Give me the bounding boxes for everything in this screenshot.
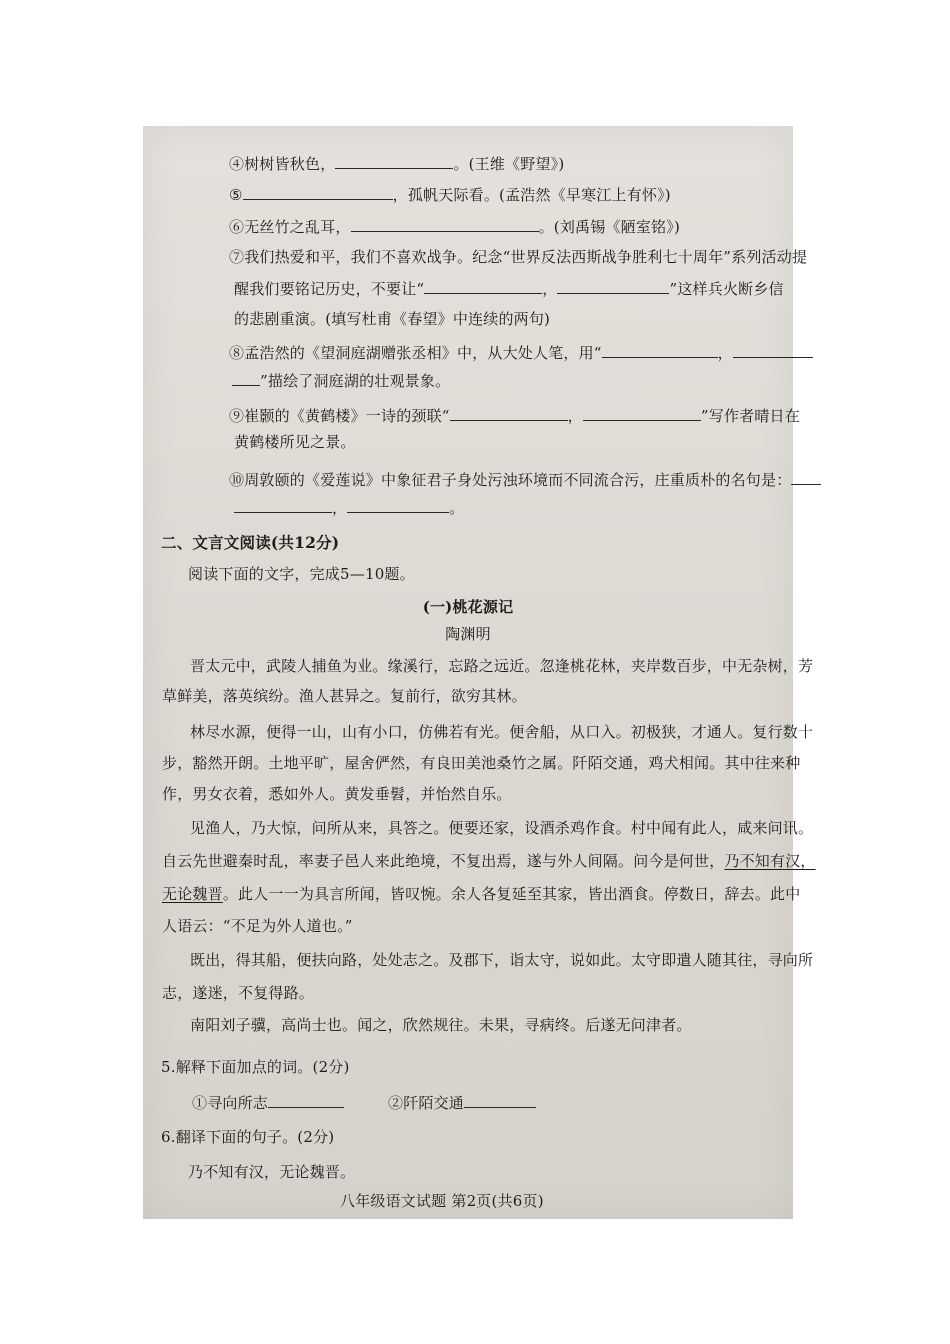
question-5-label: 5.解释下面加点的词。(2分) xyxy=(161,1058,350,1076)
underlined-sentence: 乃不知有汉， xyxy=(724,852,816,870)
poem-item-9-line2: 黄鹤楼所见之景。 xyxy=(234,433,356,451)
page-footer: 八年级语文试题 第2页(共6页) xyxy=(340,1192,544,1210)
answer-blank[interactable] xyxy=(791,469,821,485)
question-5-item-1: ①寻向所志 xyxy=(192,1092,344,1113)
answer-blank[interactable] xyxy=(464,1092,536,1108)
passage-line: 步，豁然开朗。土地平旷，屋舍俨然，有良田美池桑竹之属。阡陌交通，鸡犬相闻。其中往来种 xyxy=(162,754,801,772)
answer-blank[interactable] xyxy=(268,1092,344,1108)
section-heading: 二、文言文阅读(共12分) xyxy=(161,533,340,552)
poem-item-6: ⑥无丝竹之乱耳， 。(刘禹锡《陋室铭》) xyxy=(229,218,681,236)
answer-blank[interactable] xyxy=(234,497,332,513)
answer-blank[interactable] xyxy=(424,278,542,294)
poem-item-8-line2: ”描绘了洞庭湖的壮观景象。 xyxy=(232,370,450,391)
question-6-label: 6.翻译下面的句子。(2分) xyxy=(161,1128,335,1146)
passage-line: 人语云：“不足为外人道也。” xyxy=(162,917,353,935)
passage-title: (一)桃花源记 xyxy=(422,598,514,616)
passage-line: 草鲜美，落英缤纷。渔人甚异之。复前行，欲穷其林。 xyxy=(162,687,527,705)
answer-blank[interactable] xyxy=(733,342,813,358)
poem-item-10-line1: ⑩周敦颐的《爱莲说》中象征君子身处污浊环境而不同流合污，庄重质朴的名句是： xyxy=(229,469,821,490)
passage-line: 既出，得其船，便扶向路，处处志之。及郡下，诣太守，说如此。太守即遣人随其往，寻向所 xyxy=(190,951,814,969)
answer-blank[interactable] xyxy=(243,184,393,200)
poem-item-10-line2: ， 。 xyxy=(234,497,464,518)
poem-item-7-line1: ⑦我们热爱和平，我们不喜欢战争。纪念“世界反法西斯战争胜利七十周年”系列活动提 xyxy=(229,248,808,266)
passage-line: 见渔人，乃大惊，问所从来，具答之。便要还家，设酒杀鸡作食。村中闻有此人，咸来问讯。 xyxy=(190,819,814,837)
answer-blank[interactable] xyxy=(351,216,539,232)
poem-item-7-line2: 醒我们要铭记历史，不要让“ ， ”这样兵火断乡信 xyxy=(234,280,784,298)
underlined-sentence: 无论魏晋 xyxy=(162,885,223,903)
answer-blank[interactable] xyxy=(602,342,718,358)
answer-blank[interactable] xyxy=(347,497,449,513)
answer-blank[interactable] xyxy=(583,405,701,421)
answer-blank[interactable] xyxy=(232,370,260,386)
answer-blank[interactable] xyxy=(450,405,568,421)
passage-line: 林尽水源，便得一山，山有小口，仿佛若有光。便舍船，从口入。初极狭，才通人。复行数十 xyxy=(190,723,814,741)
question-5-item-2: ②阡陌交通 xyxy=(388,1092,536,1113)
passage-line: 无论魏晋。此人一一为具言所闻，皆叹惋。余人各复延至其家，皆出酒食。停数日，辞去。此中 xyxy=(162,885,801,903)
answer-blank[interactable] xyxy=(557,278,669,294)
passage-author: 陶渊明 xyxy=(445,625,491,643)
passage-line: 南阳刘子骥，高尚士也。闻之，欣然规往。未果，寻病终。后遂无问津者。 xyxy=(190,1016,692,1034)
passage-line: 志，遂迷，不复得路。 xyxy=(162,984,315,1002)
poem-item-9-line1: ⑨崔颢的《黄鹤楼》一诗的颈联“ ， ”写作者晴日在 xyxy=(229,407,800,425)
poem-item-7-line3: 的悲剧重演。(填写杜甫《春望》中连续的两句) xyxy=(234,310,551,328)
passage-line: 作，男女衣着，悉如外人。黄发垂髫，并怡然自乐。 xyxy=(162,785,512,803)
poem-item-4: ④树树皆秋色， 。(王维《野望》) xyxy=(229,155,565,173)
answer-blank[interactable] xyxy=(335,153,453,169)
question-6-sentence: 乃不知有汉，无论魏晋。 xyxy=(188,1163,356,1181)
passage-line: 晋太元中，武陵人捕鱼为业。缘溪行，忘路之远近。忽逢桃花林，夹岸数百步，中无杂树，芳 xyxy=(190,657,814,675)
section-instruction: 阅读下面的文字，完成5—10题。 xyxy=(188,565,415,583)
passage-line: 自云先世避秦时乱，率妻子邑人来此绝境，不复出焉，遂与外人间隔。问今是何世，乃不知有汉， xyxy=(162,852,816,870)
poem-item-8-line1: ⑧孟浩然的《望洞庭湖赠张丞相》中，从大处人笔，用“ ， xyxy=(229,342,813,363)
poem-item-5: ⑤ ，孤帆天际看。(孟浩然《早寒江上有怀》) xyxy=(229,186,671,204)
